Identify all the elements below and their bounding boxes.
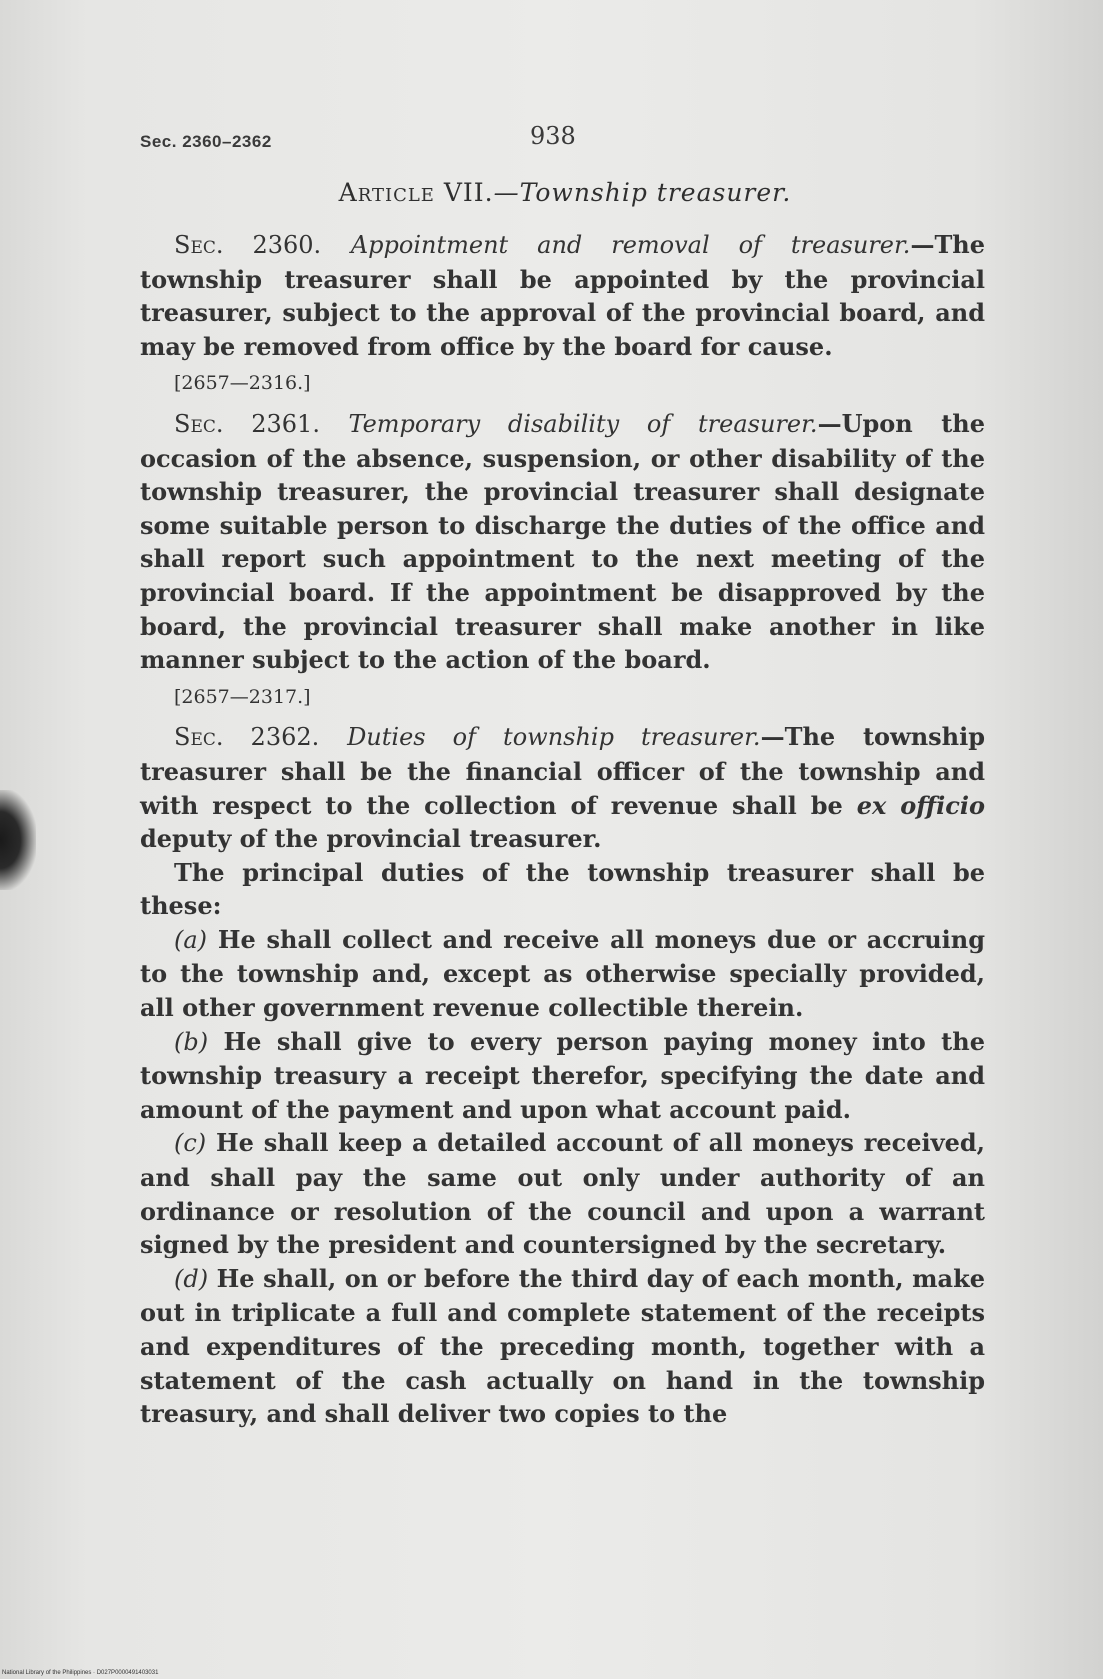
scan-footer: National Library of the Philippines · D027P0000491403031: [2, 1670, 159, 1676]
duty-letter: (d): [174, 1264, 209, 1293]
section-title: Duties of township treasurer.: [347, 723, 761, 752]
section-title: Appointment and removal of treasurer.: [350, 231, 911, 259]
duty-item-b: [140, 1025, 985, 1127]
document-body: [140, 228, 985, 1431]
page-header: [140, 122, 990, 162]
section-text: deputy of the provincial treasurer.: [140, 824, 602, 854]
section-label: Sec. 2361.: [174, 409, 320, 438]
section-text-italic: ex officio: [856, 790, 985, 820]
section-text: —The township treasurer shall be appointed by the provincial treasurer, subject to the approval of the provincial board, and may be removed from office by the board for cause.: [140, 230, 986, 361]
duty-item-a: [140, 923, 985, 1025]
section-title: Temporary disability of treasurer.: [348, 409, 818, 438]
section-text: —The township treasurer shall be the financial officer of the township and with respect to the collection of revenue shall be: [140, 722, 986, 820]
principal-duties-intro: The principal duties of the township treasurer shall be these:: [140, 857, 985, 921]
duty-text: He shall give to every person paying money into the township treasury a receipt therefor, specifying the date and amount of the payment and upon what account paid.: [140, 1026, 985, 1124]
citation: [2657—2317.]: [174, 685, 311, 708]
section-label: Sec. 2362.: [174, 723, 320, 752]
section-range: Sec. 2360–2362: [140, 132, 272, 151]
duty-item-c: [140, 1126, 985, 1261]
section-label: Sec. 2360.: [174, 231, 322, 259]
duty-text: He shall collect and receive all moneys due or accruing to the township and, except as otherwise specially provided, all other government revenue collectible therein.: [140, 924, 985, 1023]
section-2361: [140, 407, 985, 677]
section-2362: [140, 720, 985, 855]
scan-edge-shadow: [0, 790, 36, 890]
duty-item-d: [140, 1262, 985, 1431]
duty-letter: (a): [174, 925, 208, 954]
page-number: 938: [530, 122, 576, 150]
duty-text: He shall, on or before the third day of each month, make out in triplicate a full and complete statement of the receipts and expenditures of the preceding month, together with a statement of the cash actually on hand in the township treasury, and shall deliver two copies to the: [140, 1263, 985, 1429]
article-title: —Township treasurer.: [493, 178, 792, 207]
citation: [2657—2316.]: [174, 372, 311, 395]
duty-text: He shall keep a detailed account of all moneys received, and shall pay the same out only under authority of an ordinance or resolution of the council and upon a warrant signed by the president and countersigned by the secretary.: [140, 1128, 985, 1260]
duty-letter: (b): [174, 1027, 209, 1056]
section-text: —Upon the occasion of the absence, suspension, or other disability of the township treasurer, the provincial treasurer shall designate some suitable person to discharge the duties of the office and shall report such appointment to the next meeting of the provincial board. If the appointment be disapproved by the board, the provincial treasurer shall make another in like manner subject to the action of the board.: [140, 408, 986, 675]
section-2360: [140, 228, 985, 363]
duty-letter: (c): [174, 1129, 207, 1158]
article-heading: [140, 178, 990, 207]
article-label: Article VII.: [338, 178, 494, 207]
